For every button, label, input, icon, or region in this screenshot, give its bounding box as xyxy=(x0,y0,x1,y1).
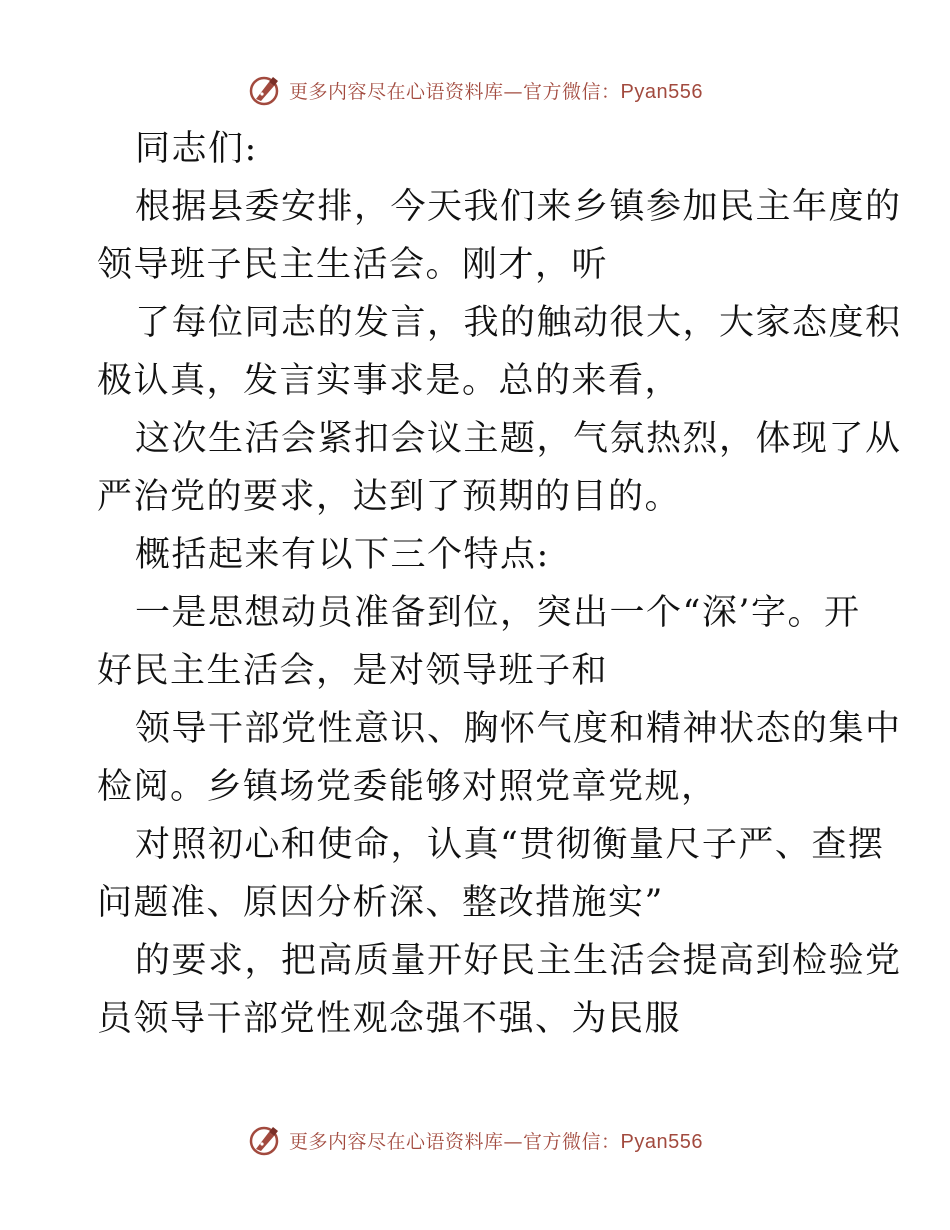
footer-banner-handle: Pyan556 xyxy=(620,1130,703,1153)
header-banner-text: 更多内容尽在心语资料库—官方微信：Pyan556 xyxy=(289,80,703,103)
body-line: 员领导干部党性观念强不强、为民服 xyxy=(97,999,682,1039)
body-line: 领导干部党性意识、胸怀气度和精神状态的集中 xyxy=(135,709,902,749)
body-line: 极认真，发言实事求是。总的来看， xyxy=(97,361,682,401)
pen-nib-logo-icon xyxy=(247,1123,281,1157)
body-line: 好民主生活会，是对领导班子和 xyxy=(97,651,609,691)
body-line: 同志们: xyxy=(135,129,258,169)
body-line: 对照初心和使命，认真“贯彻衡量尺子严、查摆 xyxy=(135,825,885,865)
footer-banner-text: 更多内容尽在心语资料库—官方微信：Pyan556 xyxy=(289,1130,703,1153)
body-line: 一是思想动员准备到位，突出一个“深’字。开 xyxy=(135,593,861,633)
document-body xyxy=(97,120,902,1048)
body-line: 根据县委安排，今天我们来乡镇参加民主年度的 xyxy=(135,187,902,227)
body-line: 的要求，把高质量开好民主生活会提高到检验党 xyxy=(135,941,902,981)
body-line: 严治党的要求，达到了预期的目的。 xyxy=(97,477,682,517)
header-banner xyxy=(0,70,950,110)
body-line: 检阅。乡镇场党委能够对照党章党规， xyxy=(97,767,718,807)
header-banner-handle: Pyan556 xyxy=(620,80,703,103)
body-line: 问题准、原因分析深、整改措施实” xyxy=(97,883,664,923)
body-line: 了每位同志的发言，我的触动很大，大家态度积 xyxy=(135,303,902,343)
body-line: 领导班子民主生活会。刚才，听 xyxy=(97,245,609,285)
footer-banner xyxy=(0,1120,950,1160)
pen-nib-logo-icon xyxy=(247,73,281,107)
body-line: 概括起来有以下三个特点: xyxy=(135,535,550,575)
body-line: 这次生活会紧扣会议主题，气氛热烈，体现了从 xyxy=(135,419,902,459)
